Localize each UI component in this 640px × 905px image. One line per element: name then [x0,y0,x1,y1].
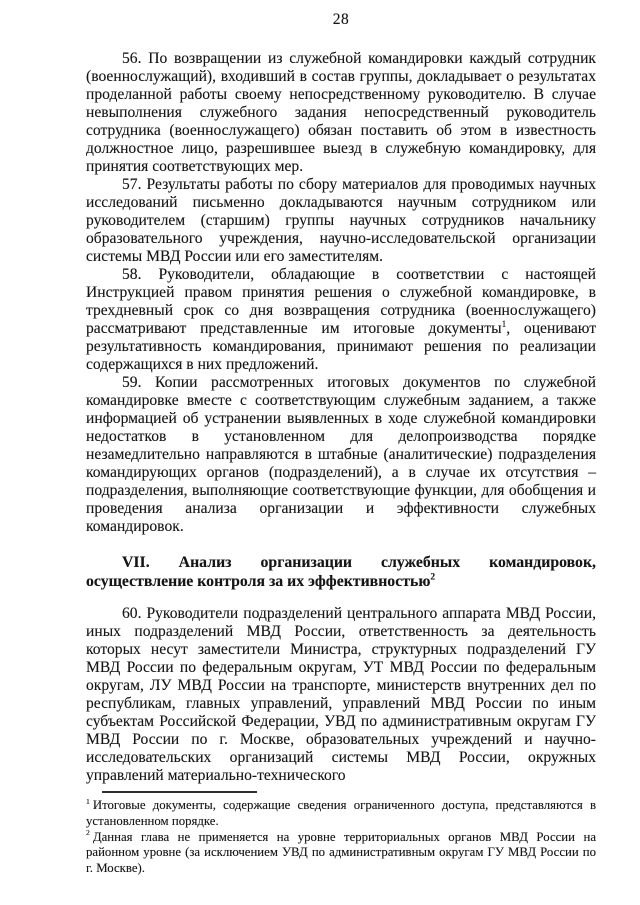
footnote-ref-2: 2 [430,572,436,583]
footnote-ref-1: 1 [501,319,507,330]
section-heading-line1: VII. Анализ организации служебных командировок, [122,554,596,571]
paragraph-56 [86,50,596,176]
footnotes-section [86,786,596,877]
paragraph-59-text: 59. Копии рассмотренных итоговых документов по служебной командировке вместе с соответствующим служебным заданием, а также информацией об устранении выявленных в ходе служебной командировки недостатков в установленном для делопроизводства порядке незамедлительно направляются в штабные (аналитические) подразделения командирующих органов (подразделений), а в случае их отсутствия – подразделения, выполняющие соответствующие функции, для обобщения и проведения анализа организации и эффективности служебных командировок. [86,374,596,535]
paragraph-58-text-continued: , оценивают результативность командирования, принимают решения по реализации содержащихся в них предложений. [86,320,597,373]
footnote-1-marker: 1 [86,796,90,806]
document-body [86,50,596,785]
footnote-2 [86,830,596,877]
paragraph-57 [86,176,596,266]
footnote-separator [102,791,257,793]
footnote-2-text: Данная глава не применяется на уровне территориальных органов МВД России на районном уровне (за исключением УВД по административным округам ГУ МВД России по г. Москве). [86,829,596,876]
footnote-1-text: Итоговые документы, содержащие сведения ограниченного доступа, представляются в установленном порядке. [86,798,596,828]
paragraph-58 [86,266,596,374]
paragraph-59 [86,374,596,536]
paragraph-60-text: 60. Руководители подразделений центрального аппарата МВД России, иных подразделений МВД России, ответственность за деятельность которых несут заместители Министра, структурных подразделений ГУ МВД России по федеральным округам, УТ МВД России по федеральным округам, ЛУ МВД России на транспорте, министерств внутренних дел по республикам, главных управлений, управлений МВД России по иным субъектам Российской Федерации, УВД по административным округам ГУ МВД России по г. Москве, образовательных учреждений и научно-исследовательских организаций системы МВД России, окружных управлений материально-технического [86,605,596,784]
paragraph-57-text: 57. Результаты работы по сбору материалов для проводимых научных исследований письменно докладываются научным сотрудником или руководителем (старшим) группы научных сотрудников начальнику образовательного учреждения, научно-исследовательской организации системы МВД России или его заместителям. [86,176,596,265]
paragraph-56-text: 56. По возвращении из служебной командировки каждый сотрудник (военнослужащий), входивший в состав группы, докладывает о результатах проделанной работы своему непосредственному руководителю. В случае невыполнения служебного задания непосредственный руководитель сотрудника (военнослужащего) обязан поставить об этом в известность должностное лицо, разрешившее выезд в служебную командировку, для принятия соответствующих мер. [86,50,596,175]
section-heading-vii [86,553,596,591]
section-heading-line2-text: осуществление контроля за их эффективностью [86,573,431,590]
paragraph-58-text: 58. Руководители, обладающие в соответствии с настоящей Инструкцией правом принятия решения о служебной командировке, в трехдневный срок со дня возвращения сотрудника (военнослужащего) рассматривают представленные им итоговые документы [86,266,596,337]
footnote-2-marker: 2 [86,828,90,838]
footnote-1 [86,798,596,830]
paragraph-60 [86,605,596,785]
page-number: 28 [332,11,350,28]
section-heading-line2 [86,572,596,591]
